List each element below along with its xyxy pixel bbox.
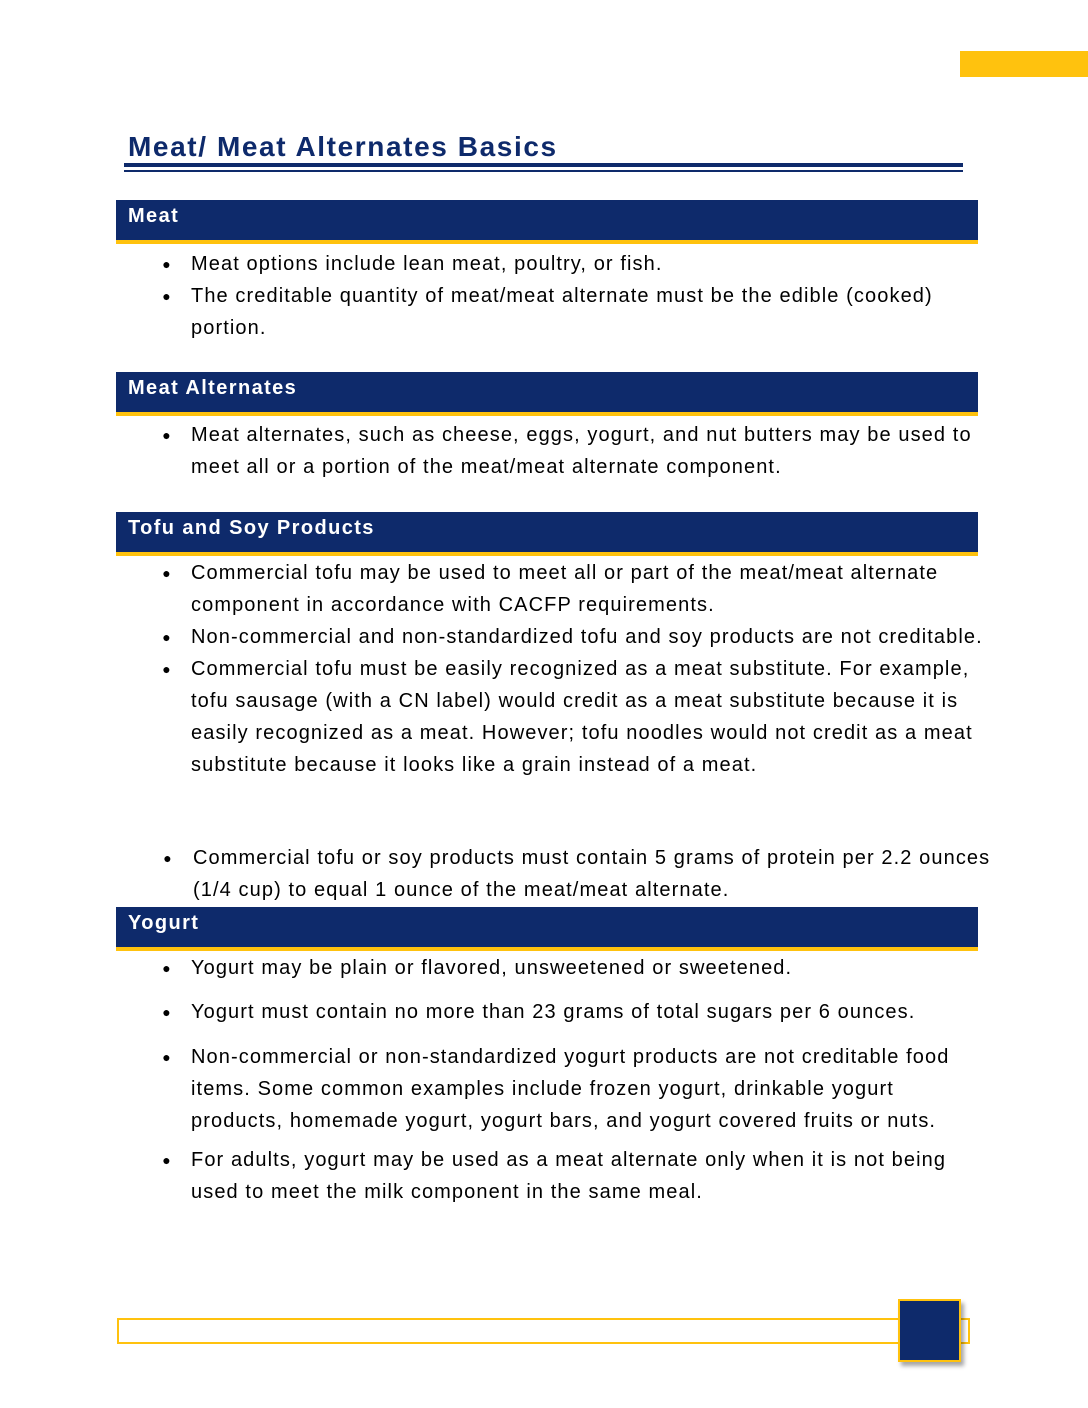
bullet-text: The creditable quantity of meat/meat alternate must be the edible (cooked) portion. xyxy=(191,285,933,339)
list-item xyxy=(0,248,991,280)
section-heading: Meat Alternates xyxy=(128,377,298,399)
section-header-tofu-soy xyxy=(116,512,978,556)
bullet-text: Yogurt must contain no more than 23 grams of total sugars per 6 ounces. xyxy=(191,1001,916,1023)
bullet-text: Yogurt may be plain or flavored, unsweetened or sweetened. xyxy=(191,957,793,979)
list-item xyxy=(0,653,991,781)
bullet-text: Commercial tofu may be used to meet all or part of the meat/meat alternate component in accordance with CACFP requirements. xyxy=(191,562,939,616)
page-number-badge xyxy=(898,1299,961,1362)
tofu-soy-bullet-list-continued xyxy=(0,842,1088,906)
bullet-icon: ● xyxy=(162,288,172,304)
meat-alternates-bullet-list xyxy=(0,419,1088,483)
bullet-text: Meat alternates, such as cheese, eggs, yogurt, and nut butters may be used to meet all or a portion of the meat/meat alternate component. xyxy=(191,424,972,478)
bullet-icon: ● xyxy=(163,850,173,866)
bullet-icon: ● xyxy=(162,565,172,581)
list-item xyxy=(0,557,991,621)
bullet-text: Non-commercial and non-standardized tofu and soy products are not creditable. xyxy=(191,626,983,648)
meat-bullet-list xyxy=(0,248,1088,344)
yogurt-bullet-list xyxy=(0,952,1088,1208)
bullet-text: For adults, yogurt may be used as a meat alternate only when it is not being used to meet the milk component in the same meal. xyxy=(191,1149,947,1203)
section-heading: Meat xyxy=(128,205,180,227)
bullet-text: Commercial tofu must be easily recognized as a meat substitute. For example, tofu sausage (with a CN label) would credit as a meat substitute because it is easily recognized as a meat. However; tofu noodles would not credit as a meat substitute because it looks like a grain instead of a meat. xyxy=(191,658,973,776)
list-item xyxy=(0,1041,991,1137)
page-title: Meat/ Meat Alternates Basics xyxy=(128,131,558,162)
tofu-soy-bullet-list xyxy=(0,557,1088,781)
list-item xyxy=(0,996,1021,1028)
bullet-icon: ● xyxy=(162,1049,172,1065)
list-item xyxy=(0,952,991,984)
bullet-icon: ● xyxy=(162,256,172,272)
section-heading: Yogurt xyxy=(128,912,200,934)
bullet-text: Meat options include lean meat, poultry, or fish. xyxy=(191,253,663,275)
list-item xyxy=(0,621,991,653)
corner-accent-tab xyxy=(960,51,1088,77)
list-item xyxy=(0,1144,991,1208)
bullet-icon: ● xyxy=(162,427,172,443)
section-heading: Tofu and Soy Products xyxy=(128,517,375,539)
bullet-text: Non-commercial or non-standardized yogurt products are not creditable food items. Some common examples include frozen yogurt, drinkable yogurt products, homemade yogurt, yogurt bars, and yogurt covered fruits or nuts. xyxy=(191,1046,950,1132)
bullet-icon: ● xyxy=(162,661,172,677)
list-item xyxy=(0,842,993,906)
bullet-icon: ● xyxy=(162,629,172,645)
section-header-meat-alternates xyxy=(116,372,978,416)
section-header-yogurt xyxy=(116,907,978,951)
footer-bar xyxy=(117,1318,970,1344)
list-item xyxy=(0,419,991,483)
title-underline xyxy=(124,163,963,167)
bullet-text: Commercial tofu or soy products must contain 5 grams of protein per 2.2 ounces (1/4 cup) to equal 1 ounce of the meat/meat alternate. xyxy=(193,847,991,901)
section-header-meat xyxy=(116,200,978,244)
bullet-icon: ● xyxy=(162,960,172,976)
bullet-icon: ● xyxy=(162,1152,172,1168)
bullet-icon: ● xyxy=(162,1004,172,1020)
list-item xyxy=(0,280,991,344)
title-underline-thin xyxy=(124,170,963,172)
